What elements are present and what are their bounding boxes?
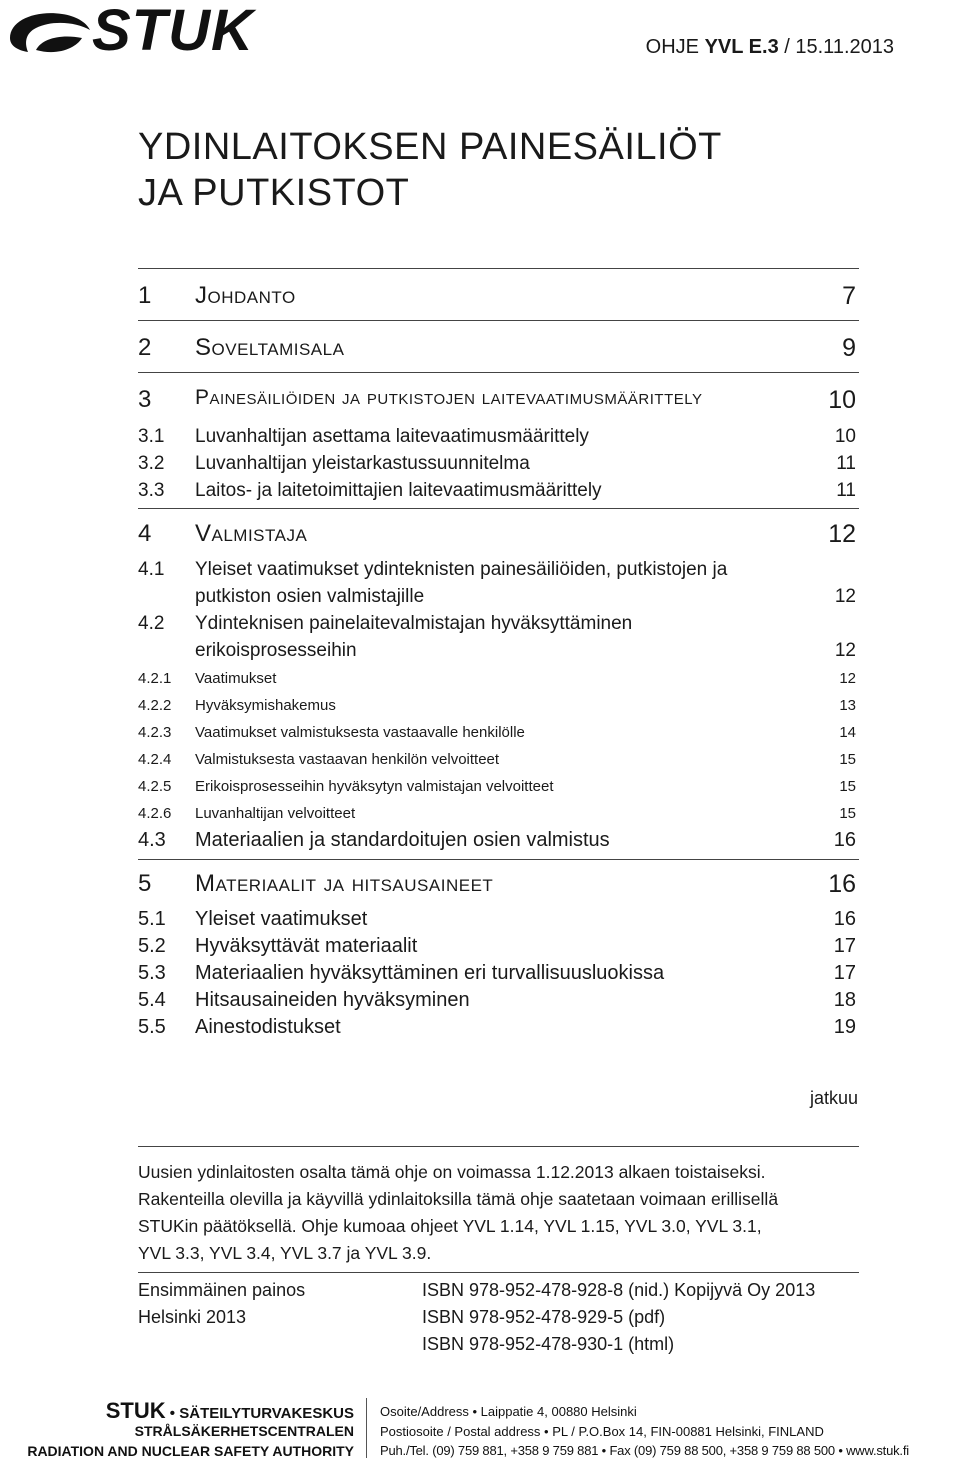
footer-contact: Puh./Tel. (09) 759 881, +358 9 759 881 • Fax (09) 759 88 500, +358 9 759 88 500 • www.stuk.fi xyxy=(380,1443,909,1458)
toc-page: 7 xyxy=(842,282,856,310)
org-name-en: RADIATION AND NUCLEAR SAFETY AUTHORITY xyxy=(27,1443,354,1459)
toc-title: Materiaalien hyväksyttäminen eri turvallisuusluokissa xyxy=(195,962,665,984)
validity-line-2: Rakenteilla olevilla ja käyvillä ydinlaitoksilla tämä ohje saatetaan voimaan erillisellä xyxy=(138,1189,779,1209)
toc-number: 4.2.6 xyxy=(138,805,172,822)
toc-title-cont: erikoisprosesseihin xyxy=(195,640,357,661)
document-title xyxy=(138,124,722,216)
toc-title: Materiaalit ja hitsausaineet xyxy=(195,870,494,897)
toc-title: Luvanhaltijan asettama laitevaatimusmäärittely xyxy=(195,426,589,447)
toc-page: 17 xyxy=(833,962,856,984)
toc-page: 12 xyxy=(839,670,856,687)
toc-entry-4[interactable] xyxy=(138,520,858,558)
toc-number: 4.2.2 xyxy=(138,697,172,714)
divider xyxy=(138,1272,859,1273)
toc-title: Painesäiliöiden ja putkistojen laitevaatimusmäärittely xyxy=(195,386,703,409)
toc-page: 11 xyxy=(836,480,856,501)
toc-page: 15 xyxy=(839,805,856,822)
toc-number: 5.4 xyxy=(138,989,166,1011)
toc-number: 4.2.3 xyxy=(138,724,172,741)
isbn-html: ISBN 978-952-478-930-1 (html) xyxy=(422,1334,675,1354)
toc-title: Hyväksymishakemus xyxy=(195,697,336,714)
toc-number: 3.1 xyxy=(138,426,165,447)
footer-postal: Postiosoite / Postal address • PL / P.O.Box 14, FIN-00881 Helsinki, FINLAND xyxy=(380,1424,824,1439)
toc-entry-5[interactable] xyxy=(138,870,858,908)
toc-number: 4.3 xyxy=(138,829,166,851)
divider xyxy=(138,320,859,321)
toc-page: 12 xyxy=(828,520,856,548)
toc-title: Luvanhaltijan yleistarkastussuunnitelma xyxy=(195,453,530,474)
toc-page: 10 xyxy=(828,386,856,414)
toc-number: 4.2.1 xyxy=(138,670,172,687)
toc-title: Johdanto xyxy=(195,282,296,309)
toc-entry-4-1[interactable] xyxy=(138,559,858,609)
toc-number: 2 xyxy=(138,334,152,361)
toc-title: Materiaalien ja standardoitujen osien valmistus xyxy=(195,829,610,851)
isbn-print: ISBN 978-952-478-928-8 (nid.) Kopijyvä Oy 2013 xyxy=(422,1280,816,1300)
footer-address: Osoite/Address • Laippatie 4, 00880 Helsinki xyxy=(380,1404,637,1419)
toc-title: Valmistuksesta vastaavan henkilön velvoitteet xyxy=(195,751,500,768)
guide-prefix: OHJE xyxy=(645,36,705,58)
toc-title: Yleiset vaatimukset ydinteknisten painesäiliöiden, putkistojen ja xyxy=(195,559,728,580)
validity-line-3: STUKin päätöksellä. Ohje kumoaa ohjeet YVL 1.14, YVL 1.15, YVL 3.0, YVL 3.1, xyxy=(138,1216,762,1236)
toc-number: 3.3 xyxy=(138,480,165,501)
isbn-pdf: ISBN 978-952-478-929-5 (pdf) xyxy=(422,1307,666,1327)
toc-number: 1 xyxy=(138,282,152,309)
org-stuk: STUK xyxy=(105,1398,166,1423)
edition: Ensimmäinen painos xyxy=(138,1280,306,1300)
toc-entry-2[interactable] xyxy=(138,334,858,372)
org-finnish: SÄTEILYTURVAKESKUS xyxy=(179,1405,354,1422)
toc-number: 4.2.4 xyxy=(138,751,172,768)
divider xyxy=(138,859,859,860)
toc-number: 4 xyxy=(138,520,152,547)
divider xyxy=(138,508,859,509)
toc-page: 18 xyxy=(833,989,856,1011)
validity-line-4: YVL 3.3, YVL 3.4, YVL 3.7 ja YVL 3.9. xyxy=(138,1243,432,1263)
toc-number: 5.5 xyxy=(138,1016,166,1038)
toc-page: 11 xyxy=(836,453,856,474)
toc-number: 4.2.5 xyxy=(138,778,172,795)
toc-page: 16 xyxy=(833,908,856,930)
toc-page: 14 xyxy=(839,724,856,741)
guide-identifier xyxy=(646,36,894,59)
toc-title: Vaatimukset valmistuksesta vastaavalle henkilölle xyxy=(195,724,525,741)
toc-page: 13 xyxy=(839,697,856,714)
title-line-2: JA PUTKISTOT xyxy=(138,172,410,214)
guide-date: / 15.11.2013 xyxy=(778,36,894,58)
toc-page: 15 xyxy=(839,778,856,795)
toc-title: Vaatimukset xyxy=(195,670,277,687)
toc-number: 5.2 xyxy=(138,935,166,957)
toc-title: Luvanhaltijan velvoitteet xyxy=(195,805,356,822)
toc-page: 17 xyxy=(833,935,856,957)
divider xyxy=(138,1146,859,1147)
toc-title: Yleiset vaatimukset xyxy=(195,908,368,930)
toc-title: Ainestodistukset xyxy=(195,1016,341,1038)
toc-page: 12 xyxy=(834,586,856,607)
toc-number: 3 xyxy=(138,386,152,413)
toc-page: 16 xyxy=(833,829,856,851)
toc-title: Laitos- ja laitetoimittajien laitevaatimusmäärittely xyxy=(195,480,602,501)
toc-number: 4.2 xyxy=(138,613,165,634)
toc-title: Hyväksyttävät materiaalit xyxy=(195,935,418,957)
toc-number: 4.1 xyxy=(138,559,165,580)
toc-entry-4-2[interactable] xyxy=(138,613,858,663)
toc-title: Erikoisprosesseihin hyväksytyn valmistajan velvoitteet xyxy=(195,778,554,795)
toc-page: 9 xyxy=(842,334,856,362)
continues-label: jatkuu xyxy=(809,1088,858,1108)
divider xyxy=(138,268,859,269)
toc-page: 19 xyxy=(833,1016,856,1038)
publication-place: Helsinki 2013 xyxy=(138,1307,247,1327)
divider xyxy=(138,372,859,373)
org-name-sv: STRÅLSÄKERHETSCENTRALEN xyxy=(134,1423,354,1439)
validity-line-1: Uusien ydinlaitosten osalta tämä ohje on voimassa 1.12.2013 alkaen toistaiseksi. xyxy=(138,1162,766,1182)
toc-title: Hitsausaineiden hyväksyminen xyxy=(195,989,470,1011)
toc-title: Ydinteknisen painelaitevalmistajan hyväksyttäminen xyxy=(195,613,633,634)
toc-title: Valmistaja xyxy=(195,520,308,547)
stuk-logo-icon xyxy=(6,8,92,69)
toc-page: 15 xyxy=(839,751,856,768)
toc-number: 5.3 xyxy=(138,962,166,984)
org-name-fi xyxy=(106,1398,354,1424)
stuk-logo-text: STUK xyxy=(92,0,254,63)
bullet-icon: • xyxy=(169,1405,176,1422)
toc-page: 16 xyxy=(828,870,856,898)
toc-title: Soveltamisala xyxy=(195,334,345,361)
toc-page: 12 xyxy=(834,640,856,661)
guide-code: YVL E.3 xyxy=(704,36,779,58)
toc-number: 3.2 xyxy=(138,453,165,474)
toc-entry-1[interactable] xyxy=(138,282,858,320)
footer-divider xyxy=(366,1398,367,1458)
toc-number: 5.1 xyxy=(138,908,166,930)
toc-number: 5 xyxy=(138,870,152,897)
title-line-1: YDINLAITOKSEN PAINESÄILIÖT xyxy=(138,126,722,168)
toc-title-cont: putkiston osien valmistajille xyxy=(195,586,425,607)
toc-entry-3[interactable] xyxy=(138,386,858,424)
toc-page: 10 xyxy=(834,426,856,447)
